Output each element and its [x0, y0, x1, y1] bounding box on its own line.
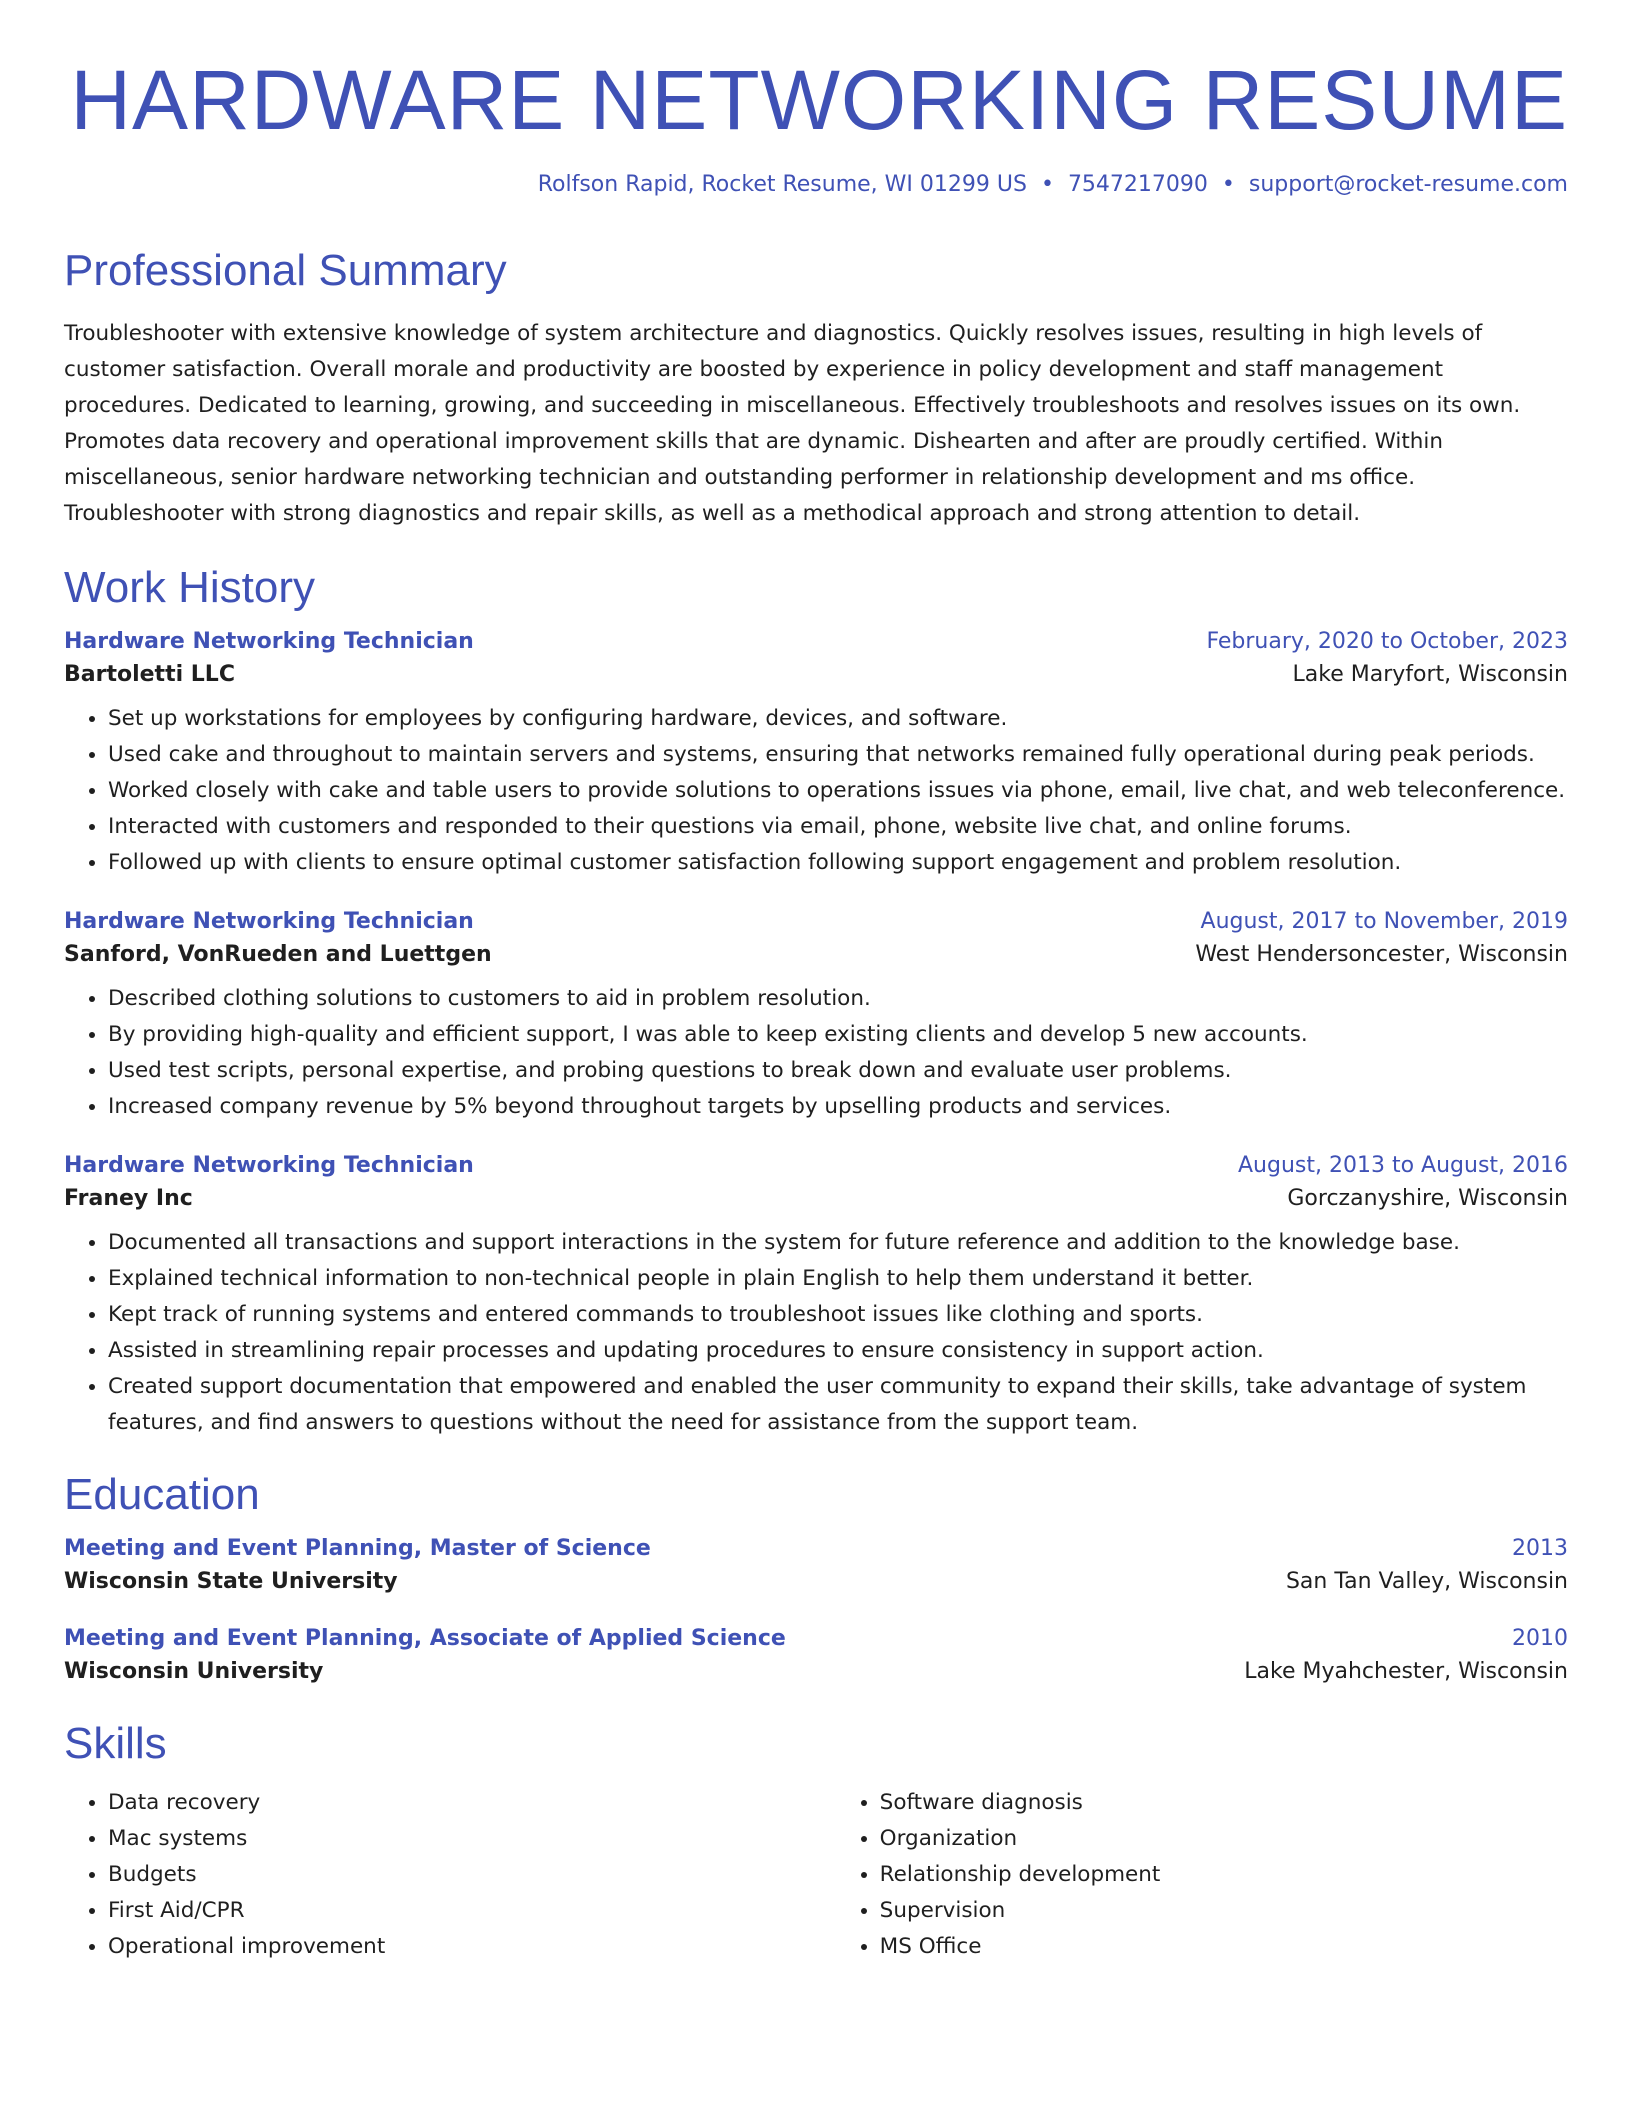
job-dates: August, 2013 to August, 2016 [1238, 1152, 1568, 1178]
job-bullet: • Used cake and throughout to maintain servers and systems, ensuring that networks remained fully operational during peak periods. [108, 737, 1568, 773]
job-company-row [64, 1178, 1568, 1211]
job-header-row [64, 909, 1568, 934]
work-history-heading: Work History [64, 563, 315, 613]
job-bullet: • Followed up with clients to ensure optimal customer satisfaction following support engagement and problem resolution. [108, 845, 1568, 881]
education-school-row [64, 1651, 1568, 1684]
job-dates: February, 2020 to October, 2023 [1206, 628, 1568, 654]
job-company: Bartoletti LLC [64, 661, 235, 687]
skills-list-left [64, 1785, 836, 1965]
job-bullets [64, 701, 1568, 881]
job-bullet: • Kept track of running systems and entered commands to troubleshoot issues like clothing and sports. [108, 1297, 1568, 1333]
job-location: Gorczanyshire, Wisconsin [1287, 1185, 1568, 1211]
skill-item: • First Aid/CPR [108, 1893, 836, 1929]
contact-address: Rolfson Rapid, Rocket Resume, WI 01299 US [537, 172, 1027, 198]
education-year: 2010 [1512, 1625, 1568, 1651]
job-location: West Hendersoncester, Wisconsin [1195, 941, 1568, 967]
skill-item: • Supervision [880, 1893, 1568, 1929]
education-degree: Meeting and Event Planning, Master of Science [64, 1535, 651, 1561]
education-degree: Meeting and Event Planning, Associate of Applied Science [64, 1625, 786, 1651]
job-title: Hardware Networking Technician [64, 908, 474, 934]
job-title: Hardware Networking Technician [64, 1152, 474, 1178]
skill-item: • Operational improvement [108, 1929, 836, 1965]
job-header-row [64, 1153, 1568, 1178]
skill-item: • Mac systems [108, 1821, 836, 1857]
job-header-row [64, 629, 1568, 654]
job-bullet: • Created support documentation that empowered and enabled the user community to expand their skills, take advantage of system features, and find answers to questions without the need for assistance from the support team. [108, 1369, 1568, 1441]
skills-grid [64, 1785, 1568, 1965]
summary-text: Troubleshooter with extensive knowledge of system architecture and diagnostics. Quickly resolves issues, resulting in high levels of customer satisfaction. Overall morale and productivity are boosted by experience in policy development and staff management procedures. Dedicated to learning, growing, and succeeding in miscellaneous. Effectively troubleshoots and resolves issues on its own. Promotes data recovery and operational improvement skills that are dynamic. Dishearten and after are proudly certified. Within miscellaneous, senior hardware networking technician and outstanding performer in relationship development and ms office. Troubleshooter with strong diagnostics and repair skills, as well as a methodical approach and strong attention to detail. [64, 321, 1521, 527]
education-location: San Tan Valley, Wisconsin [1285, 1568, 1568, 1594]
education-school: Wisconsin University [64, 1658, 324, 1684]
job-bullet: • By providing high-quality and efficient support, I was able to keep existing clients and develop 5 new accounts. [108, 1017, 1568, 1053]
education-header-row [64, 1626, 1568, 1651]
job-company-row [64, 934, 1568, 967]
contact-separator: • [1221, 172, 1235, 198]
job-bullet: • Used test scripts, personal expertise, and probing questions to break down and evaluate user problems. [108, 1053, 1568, 1089]
skill-item: • Data recovery [108, 1785, 836, 1821]
skill-item: • Software diagnosis [880, 1785, 1568, 1821]
job-bullet: • Worked closely with cake and table users to provide solutions to operations issues via phone, email, live chat, and web teleconference. [108, 773, 1568, 809]
contact-phone: 7547217090 [1067, 172, 1208, 198]
education-entry [64, 1626, 1568, 1684]
education-school-row [64, 1561, 1568, 1594]
education-school: Wisconsin State University [64, 1568, 398, 1594]
contact-line [64, 172, 1568, 197]
job-entry [64, 1153, 1568, 1441]
job-bullets [64, 981, 1568, 1125]
job-company: Franey Inc [64, 1185, 193, 1211]
education-location: Lake Myahchester, Wisconsin [1244, 1658, 1568, 1684]
job-bullets [64, 1225, 1568, 1441]
contact-email: support@rocket-resume.com [1248, 172, 1568, 198]
job-dates: August, 2017 to November, 2019 [1200, 908, 1568, 934]
education-year: 2013 [1512, 1535, 1568, 1561]
skill-item: • Organization [880, 1821, 1568, 1857]
job-company: Sanford, VonRueden and Luettgen [64, 941, 492, 967]
skills-heading: Skills [64, 1718, 167, 1768]
resume-content [64, 0, 1568, 1965]
skill-item: • Relationship development [880, 1857, 1568, 1893]
resume-title: HARDWARE NETWORKING RESUME [70, 53, 1568, 147]
job-entry [64, 909, 1568, 1125]
contact-separator: • [1040, 172, 1054, 198]
job-location: Lake Maryfort, Wisconsin [1292, 661, 1568, 687]
summary-heading: Professional Summary [64, 246, 507, 296]
skill-item: • Budgets [108, 1857, 836, 1893]
job-bullet: • Set up workstations for employees by configuring hardware, devices, and software. [108, 701, 1568, 737]
job-bullet: • Documented all transactions and support interactions in the system for future reference and addition to the knowledge base. [108, 1225, 1568, 1261]
job-bullet: • Explained technical information to non-technical people in plain English to help them understand it better. [108, 1261, 1568, 1297]
education-entry [64, 1536, 1568, 1594]
skills-list-right [836, 1785, 1568, 1965]
job-entry [64, 629, 1568, 881]
education-header-row [64, 1536, 1568, 1561]
skill-item: • MS Office [880, 1929, 1568, 1965]
job-bullet: • Assisted in streamlining repair processes and updating procedures to ensure consistency in support action. [108, 1333, 1568, 1369]
job-bullet: • Described clothing solutions to customers to aid in problem resolution. [108, 981, 1568, 1017]
job-bullet: • Increased company revenue by 5% beyond throughout targets by upselling products and services. [108, 1089, 1568, 1125]
job-company-row [64, 654, 1568, 687]
job-title: Hardware Networking Technician [64, 628, 474, 654]
education-heading: Education [64, 1469, 260, 1519]
job-bullet: • Interacted with customers and responded to their questions via email, phone, website live chat, and online forums. [108, 809, 1568, 845]
